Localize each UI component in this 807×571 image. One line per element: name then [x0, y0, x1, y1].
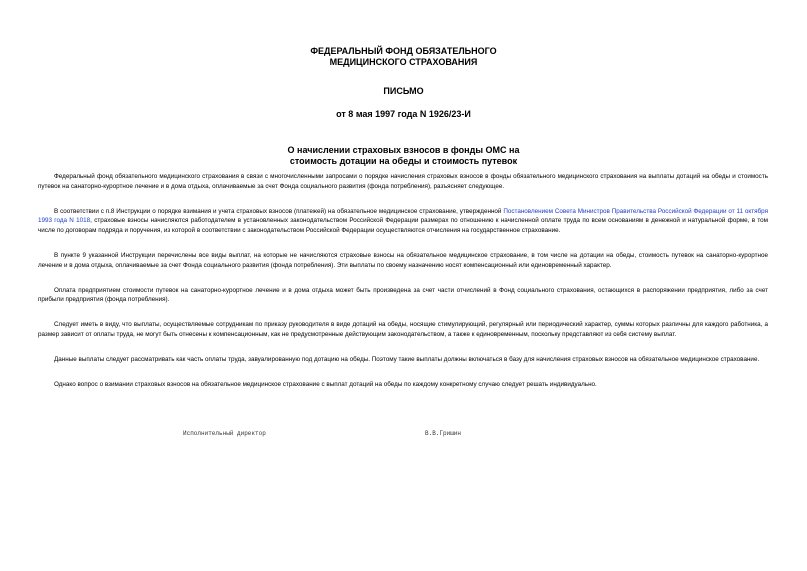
signatory-position: Исполнительный директор	[183, 430, 266, 437]
document-date-number: от 8 мая 1997 года N 1926/23-И	[336, 109, 471, 119]
signatory-name: В.В.Гришин	[425, 430, 462, 437]
paragraph-6: Данные выплаты следует рассматривать как часть оплаты труда, завуалированную под дотацию на обеды. Поэтому такие выплаты должны включаться в базу для начисления страховых взносов на обязательное медицинское страхование.	[54, 356, 760, 364]
paragraph-1: Федеральный фонд обязательного медицинского страхования в связи с многочисленными запросами о порядке начисления страховых взносов в фонды обязательного медицинского страхования на выплаты дотаций на обеды и стоимость путевок на санаторно-курортное лечение и в дома отдыха, оплачиваемые за счет Фонда социального развития (фонда потребления), разъясняет следующее.	[38, 173, 768, 190]
resolution-link[interactable]: Постановлением Совета Министров Правительства Российской Федерации от 11 октября 1993 года N 1018	[38, 207, 768, 225]
paragraph-2-text-end: , страховые взносы начисляются работодателем в установленных законодательством Российской Федерации размерах по отношению к начисленной оплате труда по всем основаниям в денежной и натуральной форме, в том числе по договорам подряда и поручения, из которой в соответствии с законодательством Российской Федерации осуществляются отчисления на государственное страхование.	[38, 217, 768, 234]
document-subject-line-2: стоимость дотации на обеды и стоимость путевок	[289, 156, 518, 166]
document-body	[38, 172, 768, 405]
organization-name-line-2: МЕДИЦИНСКОГО СТРАХОВАНИЯ	[329, 57, 478, 67]
paragraph-3: В пункте 9 указанной Инструкции перечислены все виды выплат, на которые не начисляются страховые взносы на обязательное медицинское страхование, в том числе на дотации на обеды, стоимость путевок на санаторно-курортное лечение и в дома отдыха, оплачиваемые за счет Фонда социального развития (фонда потребления). Эти выплаты по своему назначению носят компенсационный или единовременный характер.	[38, 251, 768, 269]
paragraph-2	[38, 207, 768, 236]
document-type: ПИСЬМО	[383, 86, 424, 96]
paragraph-5: Следует иметь в виду, что выплаты, осуществляемые сотрудникам по приказу руководителя в виде дотаций на обеды, носящие стимулирующий, регулярный или периодический характер, суммы которых различны для каждого работника, а размер зависит от оплаты труда, не могут быть отнесены к компенсационным, как не предусмотренные действующим законодательством, а также к единовременным, поскольку представляют из себя систему выплат.	[38, 321, 768, 338]
organization-name-line-1: ФЕДЕРАЛЬНЫЙ ФОНД ОБЯЗАТЕЛЬНОГО	[310, 46, 497, 56]
paragraph-4: Оплата предприятием стоимости путевок на санаторно-курортное лечение и в дома отдыха может быть произведена за счет части отчислений в Фонд социального страхования, остающихся в распоряжении предприятия, либо за счет прибыли предприятия (фонда потребления).	[38, 286, 768, 304]
document-subject-line-1: О начислении страховых взносов в фонды ОМС на	[287, 145, 520, 155]
document-header	[0, 46, 807, 167]
paragraph-7: Однако вопрос о взимании страховых взносов на обязательное медицинское страхование с выплат дотаций на обеды по каждому конкретному случаю следует решать индивидуально.	[54, 381, 597, 389]
paragraph-2-text-start: В соответствии с п.8 Инструкции о порядке взимания и учета страховых взносов (платежей) на обязательное медицинское страхование, утвержденной	[54, 207, 504, 215]
